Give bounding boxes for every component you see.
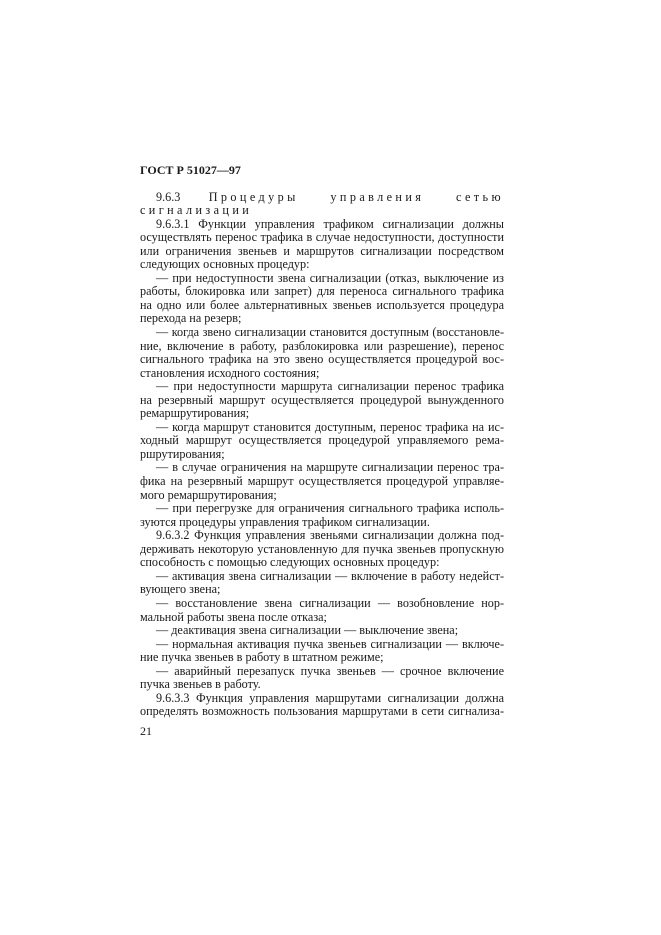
- paragraph: 9.6.3.1 Функции управления трафиком сигнализации должны осуществлять перенос трафика в случае недоступности, доступности или ограничения звеньев и маршрутов сигнализации посредством следующих основных процедур:: [140, 216, 504, 272]
- list-item: — при перегрузке для ограничения сигнального трафика используются процедуры управления трафиком сигнализации.: [140, 501, 504, 529]
- paragraph: 9.6.3.2 Функция управления звеньями сигнализации должна поддерживать некоторую установленную для пучка звеньев пропускную способность с помощью следующих основных процедур:: [140, 528, 504, 570]
- list-item: — деактивация звена сигнализации — выключение звена;: [156, 623, 459, 638]
- list-item: — активация звена сигнализации — включение в работу недействующего звена;: [140, 568, 504, 597]
- list-item: — при недоступности маршрута сигнализации перенос трафика на резервный маршрут осуществляется процедурой вынужденного ремаршрутирования;: [140, 379, 504, 421]
- document-header: ГОСТ Р 51027—97: [140, 163, 241, 177]
- list-item: — аварийный перезапуск пучка звеньев — срочное включение пучка звеньев в работу.: [140, 663, 504, 692]
- list-item: — когда маршрут становится доступным, перенос трафика на исходный маршрут осуществляется процедурой управляемого ремаршрутирования;: [140, 419, 504, 461]
- list-item: — при недоступности звена сигнализации (отказ, выключение из работы, блокировка или запрет) для переноса сигнального трафика на одно или более альтернативных звеньев используется процедура перехода на резерв;: [140, 270, 504, 326]
- list-item: — когда звено сигнализации становится доступным (восстановление, включение в работу, разблокировка или разрешение), перенос сигнального трафика на это звено осуществляется процедурой восстановления исходного состояния;: [140, 325, 504, 380]
- paragraph: 9.6.3.3 Функция управления маршрутами сигнализации должна определять возможность пользования маршрутами в сети сигнализа-: [140, 690, 504, 719]
- section-number: 9.6.3: [156, 189, 181, 204]
- document-page: [140, 164, 504, 738]
- list-item: — восстановление звена сигнализации — возобновление нормальной работы звена после отказа;: [140, 595, 504, 624]
- section-heading: [140, 191, 504, 218]
- list-item: — в случае ограничения на маршруте сигнализации перенос трафика на резервный маршрут осуществляется процедурой управляемого ремаршрутирования;: [140, 460, 504, 502]
- page-number: 21: [140, 723, 152, 738]
- list-item: — нормальная активация пучка звеньев сигнализации — включение пучка звеньев в работу в штатном режиме;: [140, 636, 504, 665]
- section-title: Процедуры управления сетью сигнализации: [140, 189, 504, 218]
